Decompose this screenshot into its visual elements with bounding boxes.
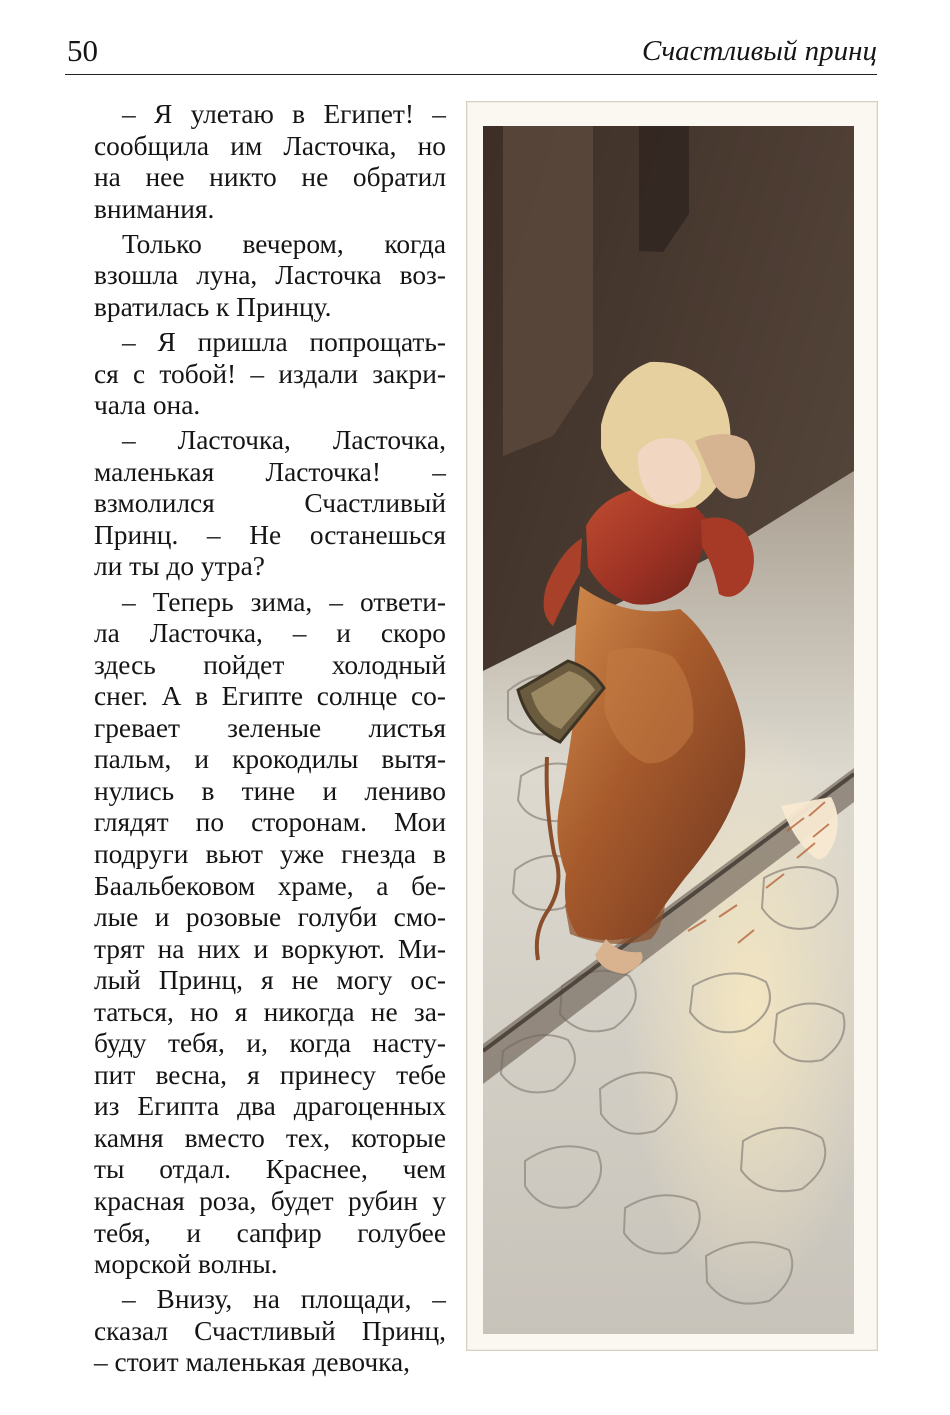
text-line: буду тебя, и, когда насту- xyxy=(94,1028,446,1059)
text-line: лый Принц, я не могу ос- xyxy=(94,965,446,996)
text-line: ла Ласточка, – и скоро xyxy=(94,618,446,649)
text-line: вратилась к Принцу. xyxy=(94,291,332,322)
text-line: ли ты до утра? xyxy=(94,551,265,582)
text-line: – Я пришла попрощать- xyxy=(122,327,446,358)
text-line: на нее никто не обратил xyxy=(94,162,446,193)
text-line: пит весна, я принесу тебе xyxy=(94,1059,446,1090)
text-line: взошла луна, Ласточка воз- xyxy=(94,260,446,291)
text-line: лые и розовые голуби смо- xyxy=(94,902,446,933)
text-line: трят на них и воркуют. Ми- xyxy=(94,933,446,964)
text-line: Только вечером, когда xyxy=(122,228,446,259)
text-line: – стоит маленькая девочка, xyxy=(94,1347,410,1378)
paragraph-3 xyxy=(66,327,446,422)
story-text-column xyxy=(66,99,446,1382)
paragraph-5 xyxy=(66,587,446,1281)
text-line: Баальбековом храме, а бе- xyxy=(94,870,446,901)
paragraph-2 xyxy=(66,229,446,324)
text-line: нулись в тине и лениво xyxy=(94,775,446,806)
text-line: пальм, и крокодилы вытя- xyxy=(94,744,446,775)
text-line: глядят по сторонам. Мои xyxy=(94,807,446,838)
text-line: – Внизу, на площади, – xyxy=(122,1284,446,1315)
text-line: – Я улетаю в Египет! – xyxy=(122,99,446,129)
illustration-frame xyxy=(466,101,878,1351)
text-line: внимания. xyxy=(94,193,215,224)
paragraph-1 xyxy=(66,99,446,225)
text-line: – Ласточка, Ласточка, xyxy=(122,425,446,456)
text-line: из Египта два драгоценных xyxy=(94,1091,446,1122)
paragraph-4 xyxy=(66,425,446,583)
paragraph-6 xyxy=(66,1284,446,1379)
girl-with-matches-illustration xyxy=(483,126,854,1334)
page-number: 50 xyxy=(67,33,98,68)
text-line: подруги вьют уже гнезда в xyxy=(94,838,446,869)
text-line: снег. А в Египте солнце со- xyxy=(94,681,446,712)
text-line: гревает зеленые листья xyxy=(94,712,446,743)
text-line: маленькая Ласточка! – xyxy=(94,456,446,487)
text-line: – Теперь зима, – ответи- xyxy=(122,586,446,617)
text-line: сказал Счастливый Принц, xyxy=(94,1315,446,1346)
text-line: камня вместо тех, которые xyxy=(94,1122,446,1153)
text-line: тебя, и сапфир голубее xyxy=(94,1217,446,1248)
page-header xyxy=(65,30,877,75)
running-title: Счастливый принц xyxy=(641,35,877,67)
text-line: морской волны. xyxy=(94,1249,278,1280)
text-line: таться, но я никогда не за- xyxy=(94,996,446,1027)
text-line: ты отдал. Краснее, чем xyxy=(94,1154,446,1185)
text-line: сообщила им Ласточка, но xyxy=(94,130,446,161)
text-line: ся с тобой! – издали закри- xyxy=(94,358,446,389)
text-line: Принц. – Не останешься xyxy=(94,519,446,550)
text-line: здесь пойдет холодный xyxy=(94,649,446,680)
text-line: чала она. xyxy=(94,390,201,421)
text-line: красная роза, будет рубин у xyxy=(94,1185,446,1216)
text-line: взмолился Счастливый xyxy=(94,488,446,519)
